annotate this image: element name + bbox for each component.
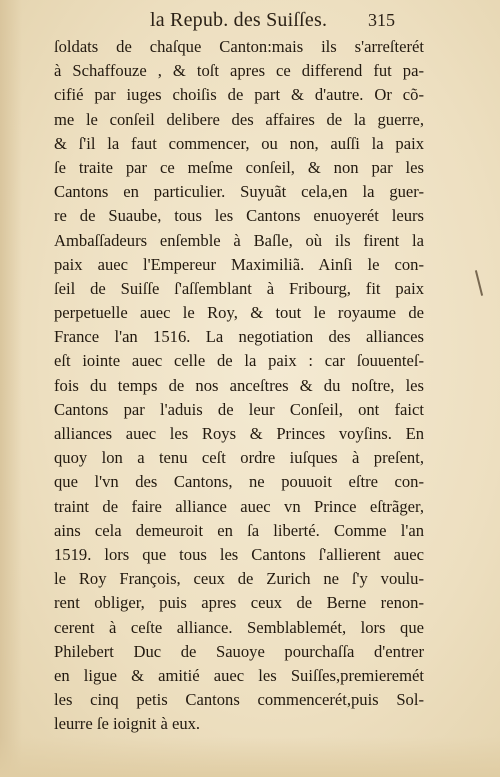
- page-header: [150, 9, 480, 31]
- text-line: cerent à ceſte alliance. Semblablemét, lors que: [54, 617, 424, 637]
- margin-mark: [475, 270, 483, 296]
- text-line: 1519. lors que tous les Cantons ſ'allierent auec: [54, 544, 424, 564]
- text-line: les cinq petis Cantons commencerét,puis Sol-: [54, 690, 424, 710]
- text-line: Ambaſſadeurs enſemble à Baſle, où ils firent la: [54, 230, 424, 250]
- text-line-final: leurre ſe ioignit à eux.: [54, 714, 201, 734]
- text-line: paix auec l'Empereur Maximiliã. Ainſi le con-: [54, 254, 424, 274]
- text-line: ſe traite par ce meſme conſeil, & non par les: [54, 157, 424, 177]
- text-line: quoy lon a tenu ceſt ordre iuſques à preſent,: [54, 448, 424, 468]
- text-line: Philebert Duc de Sauoye pourchaſſa d'entrer: [54, 641, 424, 661]
- running-title: la Repub. des Suiſſes.: [150, 9, 328, 31]
- text-line: ſeil de Suiſſe ſ'aſſemblant à Fribourg, fit paix: [54, 278, 424, 298]
- text-line: en ligue & amitié auec les Suiſſes,premieremét: [54, 665, 424, 685]
- text-line: ains cela demeuroit en ſa liberté. Comme l'an: [54, 520, 424, 540]
- text-line: Cantons par l'aduis de leur Conſeil, ont faict: [54, 399, 424, 419]
- text-line: traint de faire alliance auec vn Prince eſtrãger,: [54, 496, 424, 516]
- text-line: Cantons en particulier. Suyuãt cela,en la guer-: [54, 182, 424, 202]
- body-text: [54, 35, 424, 736]
- text-line: à Schaffouze , & toſt apres ce differend fut pa-: [54, 61, 424, 81]
- text-line: le Roy François, ceux de Zurich ne ſ'y voulu-: [54, 569, 424, 589]
- text-line: perpetuelle auec le Roy, & tout le royaume de: [54, 303, 424, 323]
- page-gutter-shadow: [0, 0, 22, 777]
- text-line: cifié par iuges choiſis de part & d'autre. Or cõ-: [54, 85, 424, 105]
- text-line: me le conſeil delibere des affaires de la guerre,: [54, 109, 424, 129]
- text-line: rent obliger, puis apres ceux de Berne renon-: [54, 593, 424, 613]
- text-line: ſoldats de chaſque Canton:mais ils s'arreſterét: [54, 37, 424, 56]
- text-line: fois du temps de nos anceſtres & du noſtre, les: [54, 375, 424, 395]
- text-line: alliances auec les Roys & Princes voyſins. En: [54, 424, 424, 443]
- text-line: eſt iointe auec celle de la paix : car ſouuenteſ-: [54, 351, 424, 371]
- text-line: & ſ'il la faut commencer, ou non, auſſi la paix: [54, 133, 424, 153]
- text-line: France l'an 1516. La negotiation des alliances: [54, 327, 424, 347]
- page-number: 315: [368, 10, 395, 30]
- text-line: que l'vn des Cantons, ne pouuoit eſtre con-: [54, 472, 424, 492]
- text-line: re de Suaube, tous les Cantons enuoyerét leurs: [54, 206, 424, 226]
- page-bottom-shade: [0, 737, 500, 777]
